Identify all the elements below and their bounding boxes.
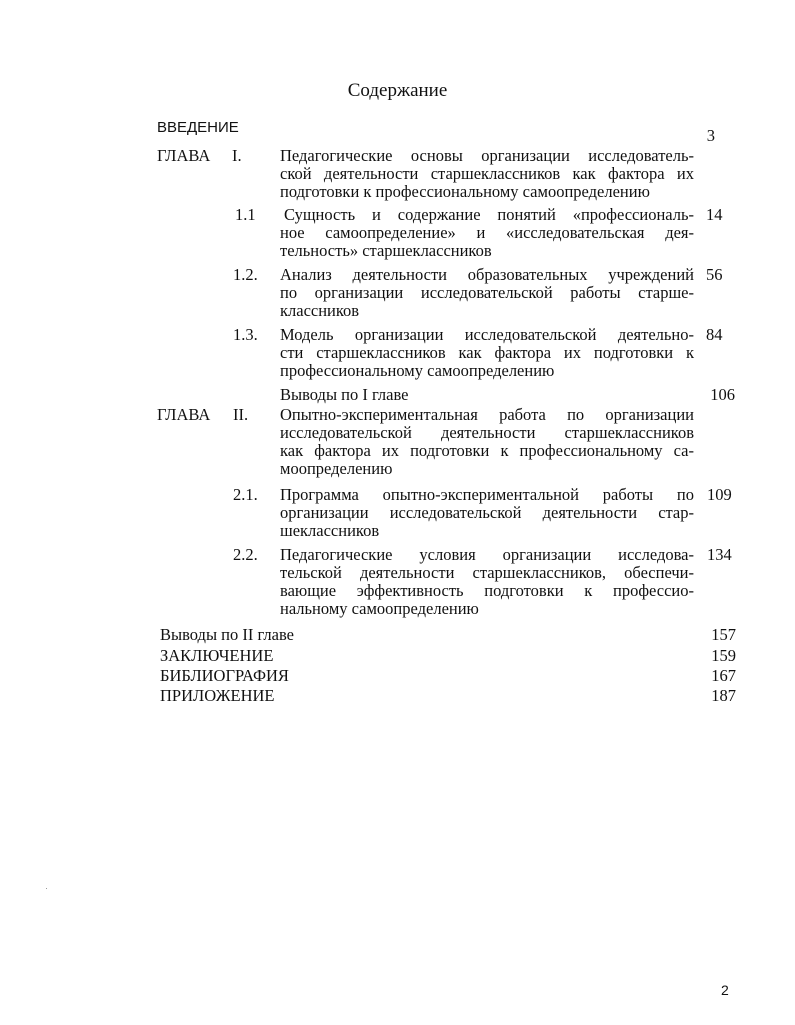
chapter2-title-line: Опытно-экспериментальная работа по организации: [280, 405, 694, 424]
appendix-page: 187: [711, 686, 736, 705]
page-title: Содержание: [347, 80, 448, 101]
appendix-label: ПРИЛОЖЕНИЕ: [160, 686, 275, 705]
section-page: 134: [707, 545, 732, 564]
section-title-line: нальному самоопределению: [280, 599, 479, 618]
chapter1-conclusion: Выводы по I главе: [280, 385, 409, 404]
chapter1-label: ГЛАВА: [157, 146, 211, 165]
section-page: 14: [706, 205, 723, 224]
bibliography-page: 167: [711, 666, 736, 685]
section-title-line: сти старшеклассников как фактора их подготовки к: [280, 343, 694, 362]
section-title-line: тельской деятельности старшеклассников, обеспечи-: [280, 563, 694, 582]
chapter2-conclusion-page: 157: [711, 625, 736, 644]
chapter1-number: I.: [232, 146, 242, 165]
section-page: 109: [707, 485, 732, 504]
chapter2-title-line: моопределению: [280, 459, 393, 478]
chapter1-title-line: подготовки к профессиональному самоопределению: [280, 182, 650, 201]
section-number: 1.3.: [233, 325, 258, 344]
scan-speck: [46, 888, 47, 889]
chapter1-title-line: Педагогические основы организации исследователь-: [280, 146, 694, 165]
section-title-line: Программа опытно-экспериментальной работы по: [280, 485, 694, 504]
chapter1-conclusion-page: 106: [710, 385, 735, 404]
section-title-line: Педагогические условия организации исследова-: [280, 545, 694, 564]
section-number: 1.1: [235, 205, 256, 224]
section-title-line: Сущность и содержание понятий «профессиональ-: [284, 205, 694, 224]
chapter2-number: II.: [233, 405, 249, 424]
bibliography-label: БИБЛИОГРАФИЯ: [160, 666, 289, 685]
section-title-line: ное самоопределение» и «исследовательская дея-: [280, 223, 694, 242]
chapter1-title-line: ской деятельности старшеклассников как фактора их: [280, 164, 694, 183]
section-number: 2.1.: [233, 485, 258, 504]
section-page: 56: [706, 265, 723, 284]
section-page: 84: [706, 325, 723, 344]
intro-page: 3: [706, 126, 715, 145]
chapter2-title-line: как фактора их подготовки к профессиональному са-: [280, 441, 694, 460]
section-number: 1.2.: [233, 265, 258, 284]
conclusion-page: 159: [711, 646, 736, 665]
section-title-line: шеклассников: [280, 521, 380, 540]
intro-label: ВВЕДЕНИЕ: [157, 119, 239, 136]
conclusion-label: ЗАКЛЮЧЕНИЕ: [160, 646, 274, 665]
section-title-line: классников: [280, 301, 360, 320]
section-title-line: по организации исследовательской работы старше-: [280, 283, 694, 302]
section-number: 2.2.: [233, 545, 258, 564]
section-title-line: Модель организации исследовательской деятельно-: [280, 325, 694, 344]
section-title-line: Анализ деятельности образовательных учреждений: [280, 265, 694, 284]
section-title-line: вающие эффективность подготовки к профессио-: [280, 581, 694, 600]
page-number: 2: [721, 982, 729, 998]
section-title-line: тельность» старшеклассников: [280, 241, 492, 260]
chapter2-label: ГЛАВА: [157, 405, 211, 424]
chapter2-title-line: исследовательской деятельности старшеклассников: [280, 423, 694, 442]
chapter2-conclusion: Выводы по II главе: [160, 625, 294, 644]
section-title-line: профессиональному самоопределению: [280, 361, 555, 380]
section-title-line: организации исследовательской деятельности стар-: [280, 503, 694, 522]
